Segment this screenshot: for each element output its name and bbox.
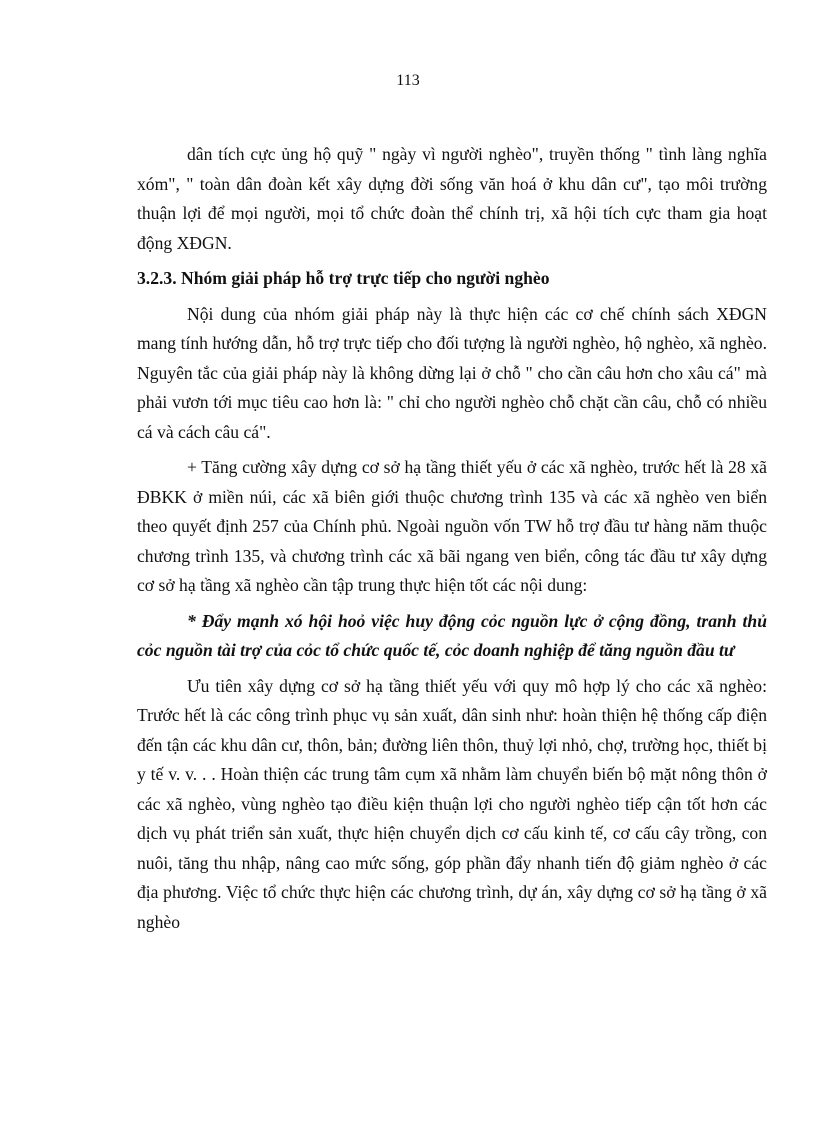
section-heading: 3.2.3. Nhóm giải pháp hỗ trợ trực tiếp cho người nghèo — [137, 268, 550, 288]
paragraph-continuation: dân tích cực ủng hộ quỹ " ngày vì người nghèo", truyền thống " tình làng nghĩa xóm", " toàn dân đoàn kết xây dựng đời sống văn hoá ở khu dân cư", tạo môi trường thuận lợi để mọi người, mọi tổ chức đoàn thể chính trị, xã hội tích cực tham gia hoạt động XĐGN. — [137, 144, 767, 253]
emphasis-paragraph: * Đẩy mạnh xó hội hoỏ việc huy động cỏc nguồn lực ở cộng đồng, tranh thủ cỏc nguồn tài trợ của cỏc tổ chức quốc tế, cỏc doanh nghiệp để tăng nguồn đầu tư — [137, 610, 767, 660]
page-number: 113 — [396, 72, 420, 89]
paragraph-intro: Nội dung của nhóm giải pháp này là thực hiện các cơ chế chính sách XĐGN mang tính hướng dẫn, hỗ trợ trực tiếp cho đối tượng là người nghèo, hộ nghèo, xã nghèo. Nguyên tắc của giải pháp này là không dừng lại ở chỗ " cho cần câu hơn cho xâu cá" mà phải vươn tới mục tiêu cao hơn là: " chỉ cho người nghèo chỗ chặt cần câu, chỗ có nhiều cá và cách câu cá". — [137, 303, 767, 442]
paragraph-priority: Ưu tiên xây dựng cơ sở hạ tầng thiết yếu với quy mô hợp lý cho các xã nghèo: Trước hết là các công trình phục vụ sản xuất, dân sinh như: hoàn thiện hệ thống cấp điện đến tận các khu dân cư, thôn, bản; đường liên thôn, thuỷ lợi nhỏ, chợ, trường học, thiết bị y tế v. v. . . Hoàn thiện các trung tâm cụm xã nhằm làm chuyển biến bộ mặt nông thôn ở các xã nghèo, vùng nghèo tạo điều kiện thuận lợi cho người nghèo tiếp cận tốt hơn các dịch vụ phát triển sản xuất, thực hiện chuyển dịch cơ cấu kinh tế, cơ cấu cây trồng, con nuôi, tăng thu nhập, nâng cao mức sống, góp phần đẩy nhanh tiến độ giảm nghèo ở các địa phương. Việc tổ chức thực hiện các chương trình, dự án, xây dựng cơ sở hạ tầng ở xã nghèo — [137, 675, 767, 932]
document-body — [137, 140, 767, 943]
paragraph-infrastructure: + Tăng cường xây dựng cơ sở hạ tầng thiết yếu ở các xã nghèo, trước hết là 28 xã ĐBKK ở miền núi, các xã biên giới thuộc chương trình 135 và các xã nghèo ven biển theo quyết định 257 của Chính phủ. Ngoài nguồn vốn TW hỗ trợ đầu tư hàng năm thuộc chương trình 135, và chương trình các xã bãi ngang ven biển, công tác đầu tư xây dựng cơ sở hạ tầng xã nghèo cần tập trung thực hiện tốt các nội dung: — [137, 457, 767, 595]
